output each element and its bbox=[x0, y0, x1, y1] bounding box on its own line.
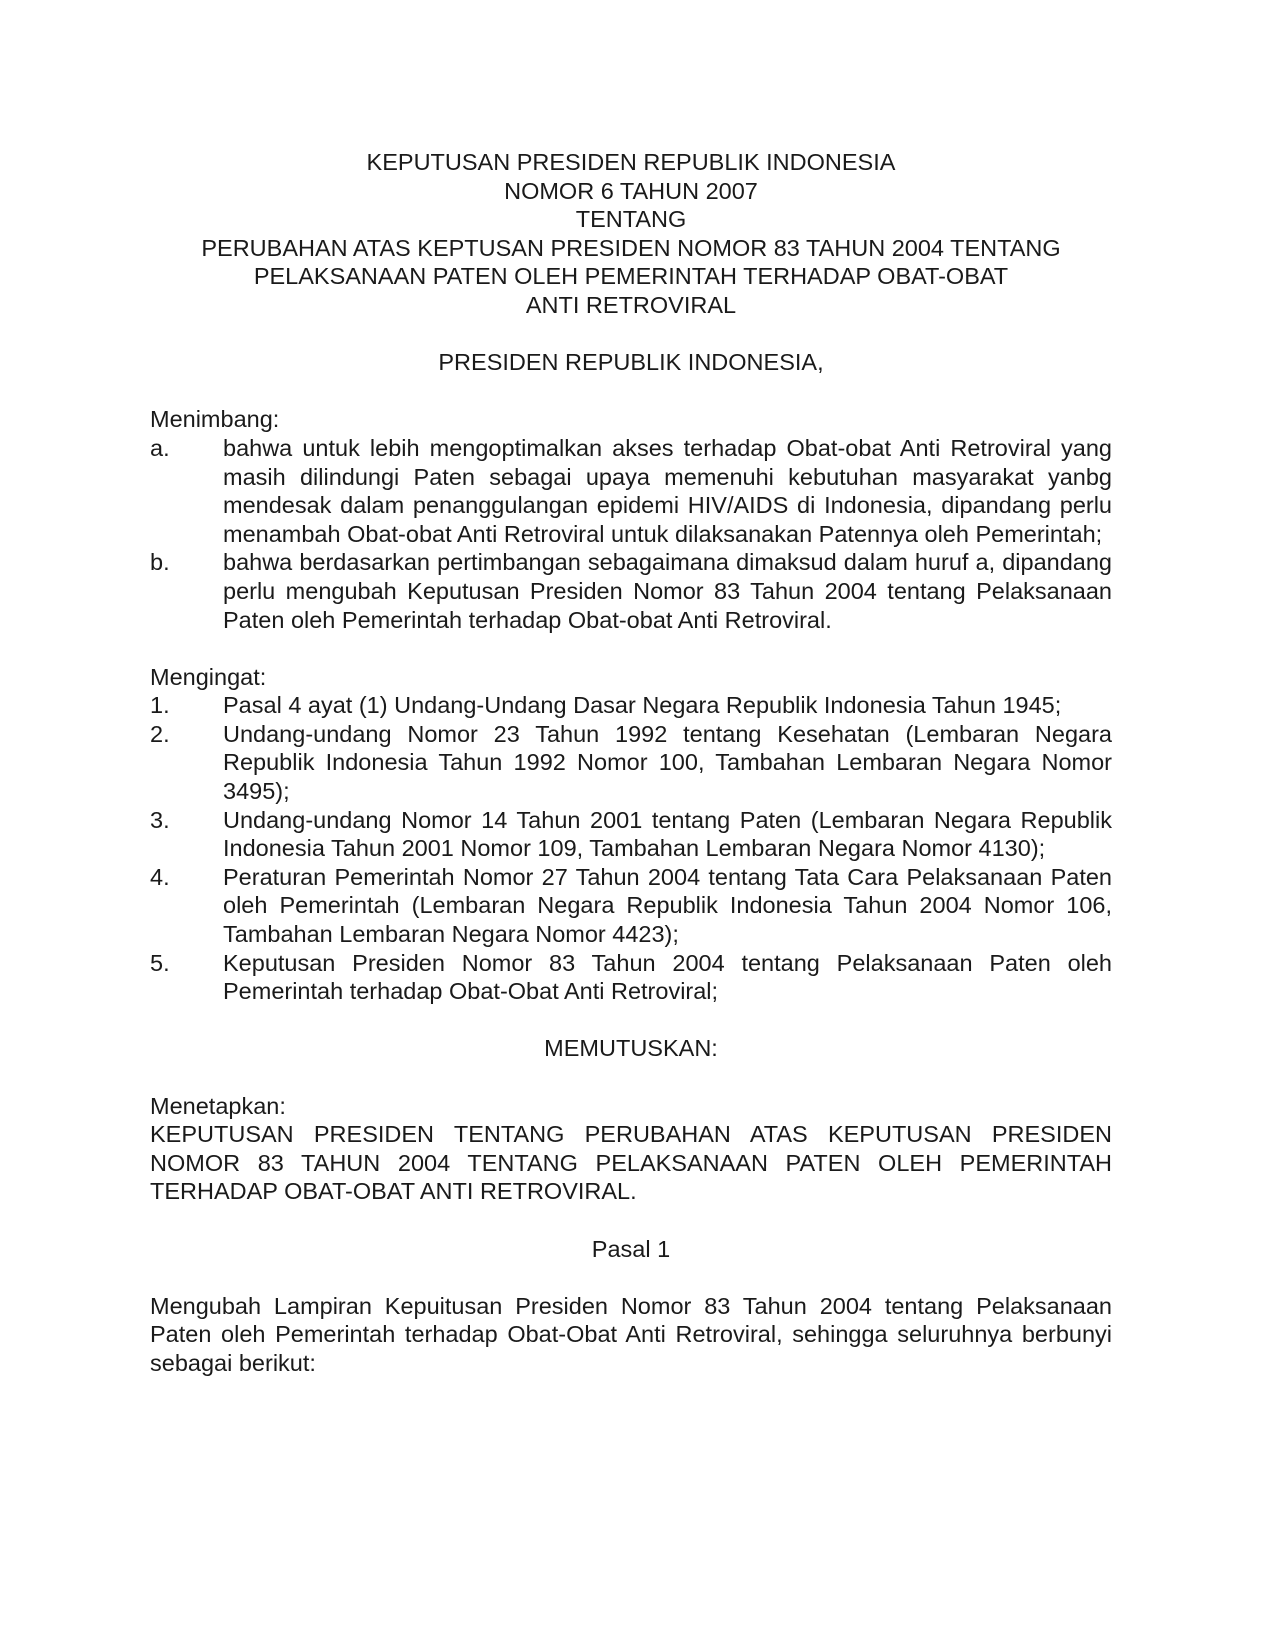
heading-line: ANTI RETROVIRAL bbox=[525, 291, 737, 318]
list-text: Undang-undang Nomor 23 Tahun 1992 tentang Kesehatan (Lembaran Negara Republik Indonesia Tahun 1992 Nomor 100, Tambahan Lembaran Negara Nomor 3495); bbox=[223, 720, 1112, 805]
list-marker: 1. bbox=[150, 692, 170, 719]
menimbang-section bbox=[150, 405, 1112, 634]
list-text: Pasal 4 ayat (1) Undang-Undang Dasar Negara Republik Indonesia Tahun 1945; bbox=[223, 692, 1062, 719]
section-label: Menimbang: bbox=[150, 406, 280, 433]
president-title: PRESIDEN REPUBLIK INDONESIA, bbox=[438, 349, 824, 376]
list-text: bahwa untuk lebih mengoptimalkan akses terhadap Obat-obat Anti Retroviral yang masih dilindungi Paten sebagai upaya memenuhi kebutuhan masyarakat yanbg mendesak dalam penanggulangan epidemi HIV/AIDS di Indonesia, dipandang perlu menambah Obat-obat Anti Retroviral untuk dilaksanakan Patennya oleh Pemerintah; bbox=[223, 434, 1112, 547]
list-text: bahwa berdasarkan pertimbangan sebagaimana dimaksud dalam huruf a, dipandang perlu mengubah Keputusan Presiden Nomor 83 Tahun 2004 tentang Pelaksanaan Paten oleh Pemerintah terhadap Obat-obat Anti Retroviral. bbox=[223, 549, 1112, 633]
document-page bbox=[150, 148, 1112, 1378]
list-item bbox=[150, 720, 1112, 806]
heading-line: PERUBAHAN ATAS KEPTUSAN PRESIDEN NOMOR 83 TAHUN 2004 TENTANG bbox=[201, 234, 1061, 261]
list-marker: 4. bbox=[150, 863, 170, 890]
list-marker: b. bbox=[150, 549, 170, 576]
heading-line: NOMOR 6 TAHUN 2007 bbox=[504, 177, 758, 204]
heading-line: KEPUTUSAN PRESIDEN REPUBLIK INDONESIA bbox=[366, 149, 896, 175]
list-item bbox=[150, 691, 1112, 720]
pasal-text: Mengubah Lampiran Kepuitusan Presiden Nomor 83 Tahun 2004 tentang Pelaksanaan Paten oleh Pemerintah terhadap Obat-Obat Anti Retroviral, sehingga seluruhnya berbunyi sebagai berikut: bbox=[150, 1292, 1112, 1376]
list-item bbox=[150, 806, 1112, 863]
section-label: Menetapkan: bbox=[150, 1092, 286, 1119]
list-marker: 2. bbox=[150, 720, 170, 747]
memutuskan-heading: MEMUTUSKAN: bbox=[544, 1035, 718, 1062]
pasal-title: Pasal 1 bbox=[591, 1235, 671, 1262]
list-marker: a. bbox=[150, 434, 170, 461]
heading-line: TENTANG bbox=[575, 206, 687, 233]
list-text: Peraturan Pemerintah Nomor 27 Tahun 2004 tentang Tata Cara Pelaksanaan Paten oleh Pemerintah (Lembaran Negara Republik Indonesia Tahun 2004 Nomor 106, Tambahan Lembaran Negara Nomor 4423); bbox=[223, 863, 1112, 948]
list-marker: 5. bbox=[150, 949, 170, 976]
menetapkan-text: KEPUTUSAN PRESIDEN TENTANG PERUBAHAN ATAS KEPUTUSAN PRESIDEN NOMOR 83 TAHUN 2004 TENTANG PELAKSANAAN PATEN OLEH PEMERINTAH TERHADAP OBAT-OBAT ANTI RETROVIRAL. bbox=[150, 1121, 1112, 1205]
heading-line: PELAKSANAAN PATEN OLEH PEMERINTAH TERHADAP OBAT-OBAT bbox=[253, 263, 1009, 290]
list-text: Keputusan Presiden Nomor 83 Tahun 2004 tentang Pelaksanaan Paten oleh Pemerintah terhadap Obat-Obat Anti Retroviral; bbox=[223, 949, 1112, 1005]
list-item bbox=[150, 548, 1112, 634]
section-label: Mengingat: bbox=[150, 663, 267, 690]
list-text: Undang-undang Nomor 14 Tahun 2001 tentang Paten (Lembaran Negara Republik Indonesia Tahun 2001 Nomor 109, Tambahan Lembaran Negara Nomor 4130); bbox=[223, 806, 1112, 862]
list-marker: 3. bbox=[150, 806, 170, 833]
list-item bbox=[150, 949, 1112, 1006]
mengingat-section bbox=[150, 663, 1112, 1006]
document-heading bbox=[150, 148, 1112, 320]
menetapkan-section bbox=[150, 1092, 1112, 1206]
list-item bbox=[150, 863, 1112, 949]
list-item bbox=[150, 434, 1112, 548]
